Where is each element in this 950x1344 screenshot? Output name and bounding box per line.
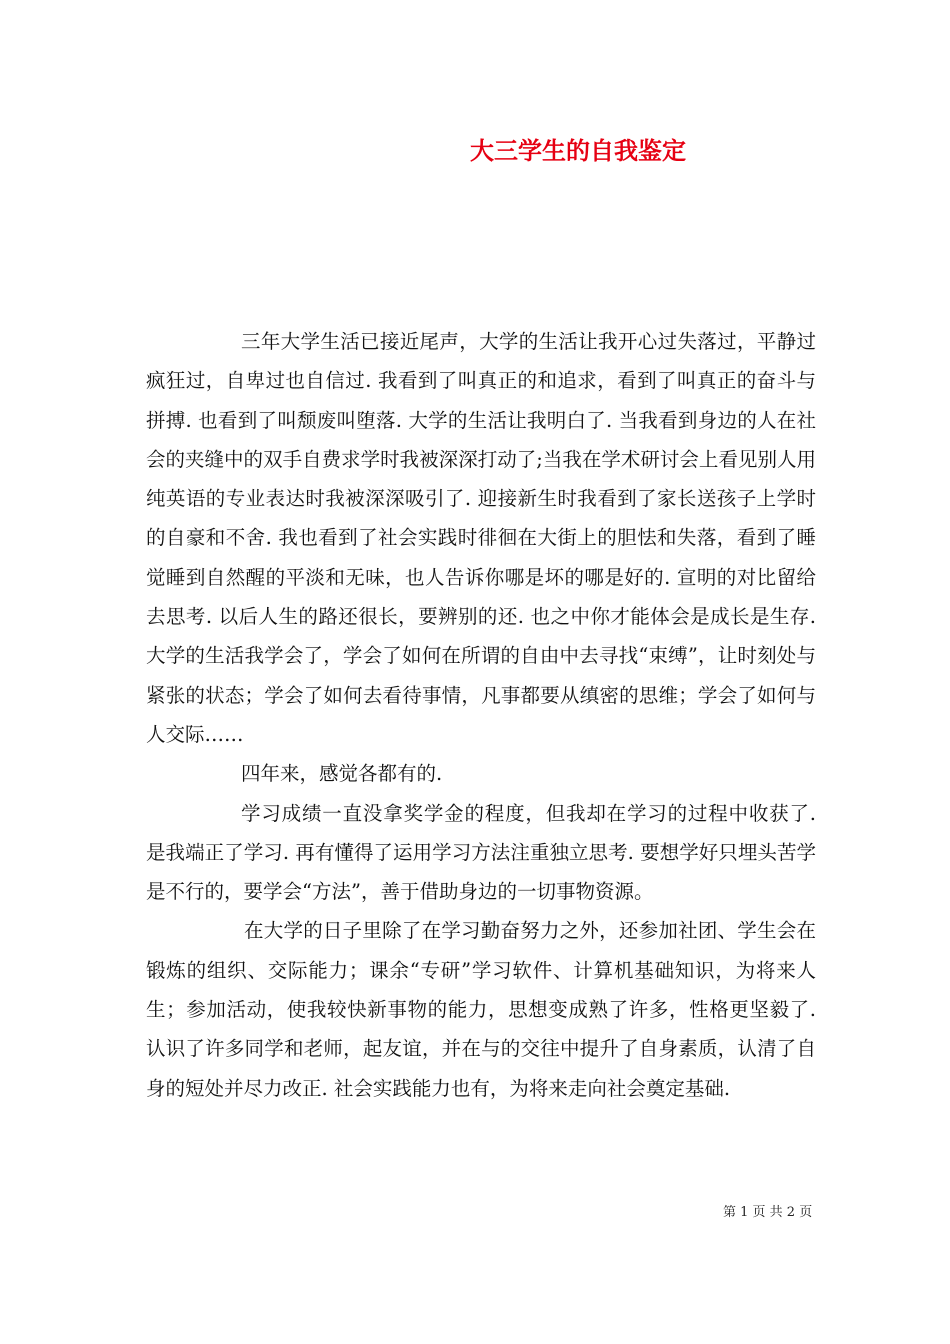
document-title: 大三学生的自我鉴定 xyxy=(470,136,686,165)
paragraph-3: 学习成绩一直没拿奖学金的程度，但我却在学习的过程中收获了. 是我端正了学习. 再有懂得了运用学习方法注重独立思考. 要想学好只埋头苦学是不行的，要学会“方法”，善于借助身边的一切事物资源。 xyxy=(146,801,816,904)
paragraph-2: 四年来，感觉各都有的. xyxy=(241,762,443,786)
page-number: 第 1 页 共 2 页 xyxy=(723,1205,813,1220)
paragraph-4: 在大学的日子里除了在学习勤奋努力之外，还参加社团、学生会在锻炼的组织、交际能力；课余“专研”学习软件、计算机基础知识，为将来人生；参加活动，使我较快新事物的能力，思想变成熟了许多，性格更坚毅了. 认识了许多同学和老师，起友谊，并在与的交往中提升了自身素质，认清了自身的短处并尽力改正. 社会实践能力也有，为将来走向社会奠定基础. xyxy=(146,919,816,1100)
document-body xyxy=(146,322,816,1108)
paragraph-1: 三年大学生活已接近尾声，大学的生活让我开心过失落过，平静过疯狂过，自卑过也自信过. 我看到了叫真正的和追求，看到了叫真正的奋斗与拼搏. 也看到了叫颓废叫堕落. 大学的生活让我明白了. 当我看到身边的人在社会的夹缝中的双手自费求学时我被深深打动了;当我在学术研讨会上看见别人用纯英语的专业表达时我被深深吸引了. 迎接新生时我看到了家长送孩子上学时的自豪和不舍. 我也看到了社会实践时徘徊在大街上的胆怯和失落，看到了睡觉睡到自然醒的平淡和无味，也人告诉你哪是坏的哪是好的. 宣明的对比留给去思考. 以后人生的路还很长，要辨别的还. 也之中你才能体会是成长是生存. 大学的生活我学会了，学会了如何在所谓的自由中去寻找“束缚”，让时刻处与紧张的状态；学会了如何去看待事情，凡事都要从缜密的思维；学会了如何与人交际…… xyxy=(146,330,816,746)
